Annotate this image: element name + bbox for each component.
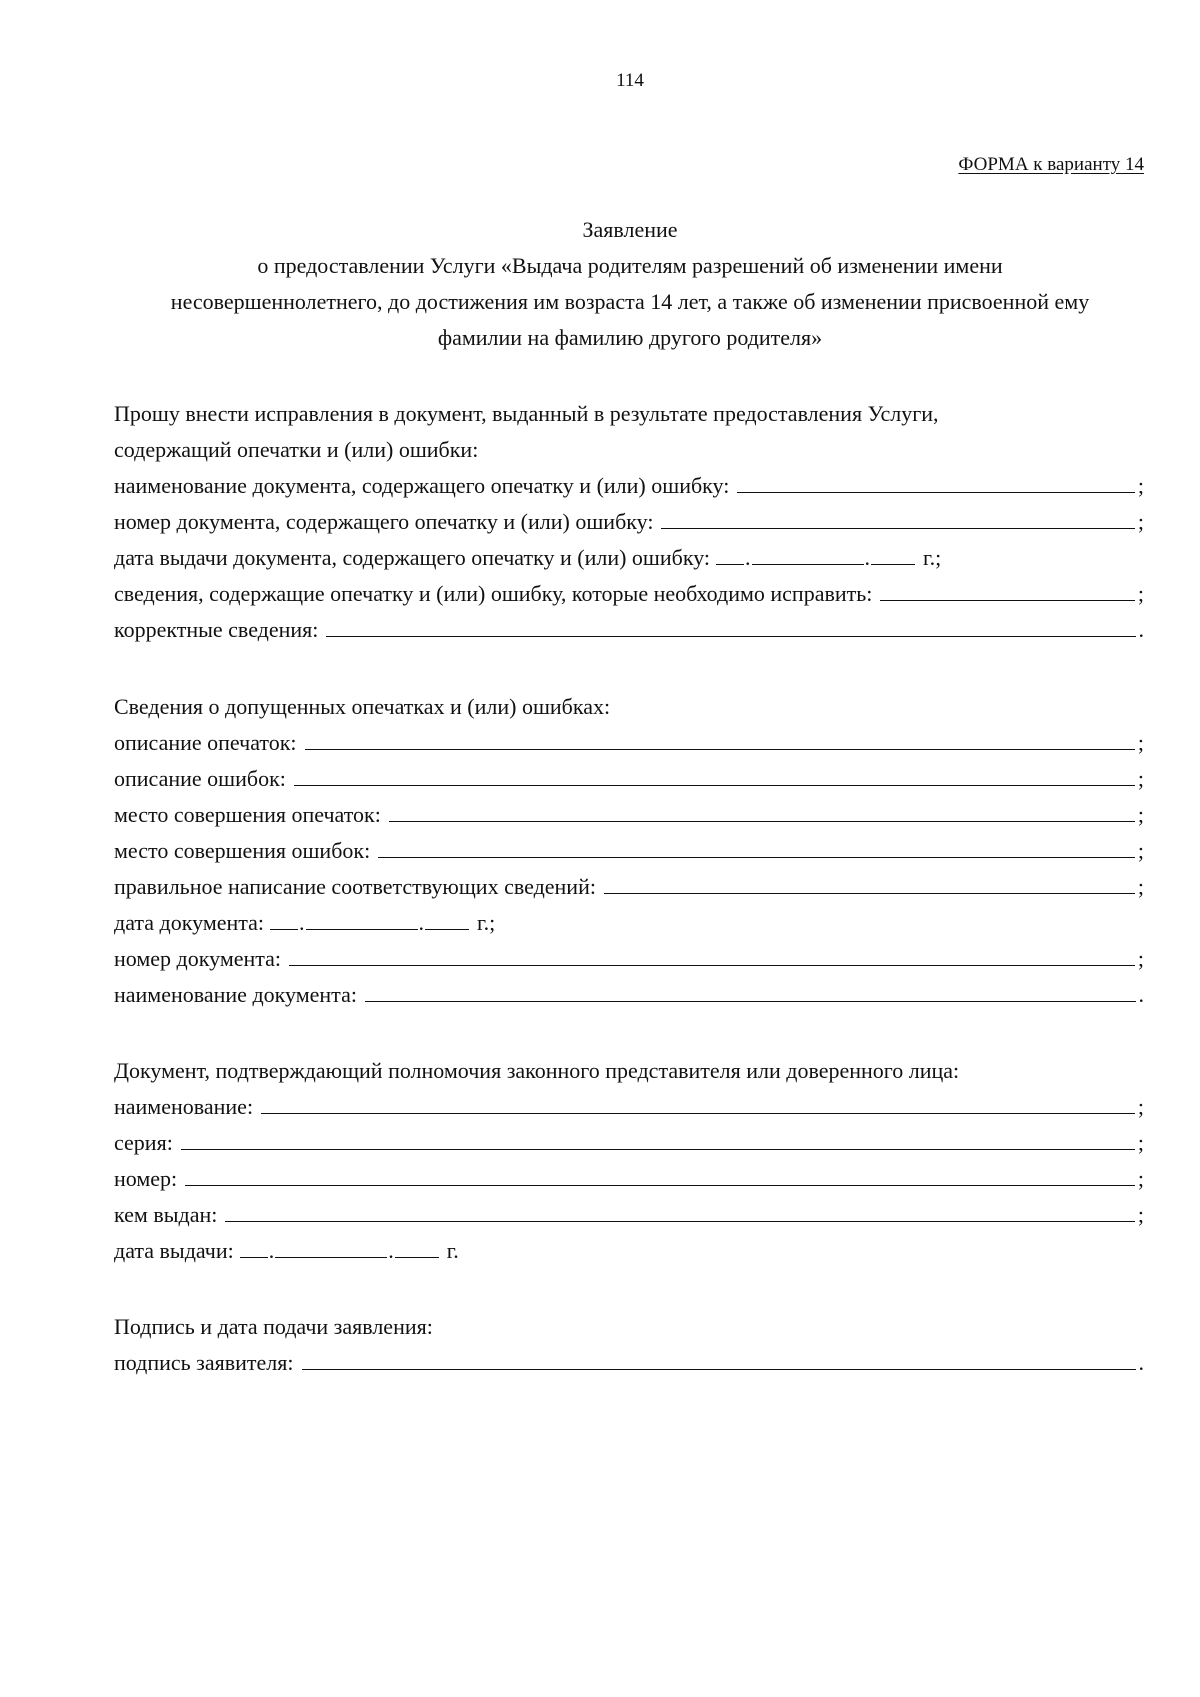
- field-label: дата документа:: [114, 910, 265, 935]
- signature-field[interactable]: [302, 1347, 1136, 1370]
- field-end: ;: [1137, 1094, 1144, 1119]
- rep-issue-date-row: дата выдачи: . . г.: [114, 1233, 1144, 1269]
- error-description-field[interactable]: [294, 763, 1135, 786]
- section-heading: Документ, подтверждающий полномочия законного представителя или доверенного лица:: [114, 1058, 960, 1083]
- typo-place-field[interactable]: [389, 799, 1135, 822]
- section-representative-document: [114, 1053, 1144, 1269]
- field-end: .: [1138, 982, 1144, 1007]
- year-suffix: г.: [446, 1238, 459, 1263]
- field-label: номер документа:: [114, 946, 282, 971]
- section-heading: Сведения о допущенных опечатках и (или) ошибках:: [114, 694, 611, 719]
- typo-place-row: [114, 797, 1144, 833]
- rep-issued-by-row: [114, 1197, 1144, 1233]
- month-field[interactable]: [752, 542, 864, 565]
- year-suffix: г.;: [477, 910, 496, 935]
- field-end: ;: [1137, 581, 1144, 606]
- field-end: ;: [1137, 946, 1144, 971]
- field-label: правильное написание соответствующих сведений:: [114, 874, 596, 899]
- correct-spelling-field[interactable]: [604, 871, 1135, 894]
- doc-number-row: [114, 504, 1144, 540]
- signature-row: [114, 1345, 1144, 1381]
- doc-date-row: дата документа: . . г.;: [114, 905, 1144, 941]
- rep-series-row: [114, 1125, 1144, 1161]
- day-field[interactable]: [270, 907, 298, 930]
- section-correction-request: [114, 396, 1144, 648]
- title-line-3: несовершеннолетнего, до достижения им возраста 14 лет, а также об изменении присвоенной ему: [170, 289, 1090, 314]
- erroneous-info-row: [114, 576, 1144, 612]
- field-label: подпись заявителя:: [114, 1350, 294, 1375]
- year-field[interactable]: [395, 1235, 439, 1258]
- section-heading: Подпись и дата подачи заявления:: [114, 1314, 433, 1339]
- doc-name-row: [114, 977, 1144, 1013]
- field-end: ;: [1137, 1130, 1144, 1155]
- year-field[interactable]: [871, 542, 915, 565]
- field-label: описание опечаток:: [114, 730, 297, 755]
- field-label: наименование:: [114, 1094, 254, 1119]
- field-end: ;: [1137, 1166, 1144, 1191]
- field-label: место совершения ошибок:: [114, 838, 371, 863]
- year-field[interactable]: [425, 907, 469, 930]
- typo-description-row: [114, 725, 1144, 761]
- section-heading-continued: содержащий опечатки и (или) ошибки:: [114, 437, 479, 462]
- field-end: ;: [1137, 766, 1144, 791]
- field-label: описание ошибок:: [114, 766, 286, 791]
- month-field[interactable]: [275, 1235, 387, 1258]
- doc-name-row: [114, 468, 1144, 504]
- correct-spelling-row: [114, 869, 1144, 905]
- field-end: ;: [1137, 730, 1144, 755]
- field-label: наименование документа, содержащего опечатку и (или) ошибку:: [114, 473, 730, 498]
- field-end: ;: [1137, 1202, 1144, 1227]
- correct-info-row: [114, 612, 1144, 648]
- title-line-4: фамилии на фамилию другого родителя»: [437, 325, 823, 350]
- section-signature: [114, 1309, 1144, 1381]
- error-place-row: [114, 833, 1144, 869]
- field-end: .: [1138, 617, 1144, 642]
- day-field[interactable]: [716, 542, 744, 565]
- field-label: номер:: [114, 1166, 178, 1191]
- field-end: ;: [1137, 802, 1144, 827]
- page-number: 114: [616, 70, 644, 91]
- doc-number-field[interactable]: [661, 506, 1134, 529]
- field-label: серия:: [114, 1130, 173, 1155]
- day-field[interactable]: [240, 1235, 268, 1258]
- error-place-field[interactable]: [378, 835, 1135, 858]
- correct-info-field[interactable]: [326, 614, 1135, 637]
- field-label: наименование документа:: [114, 982, 357, 1007]
- doc-name-field[interactable]: [737, 470, 1135, 493]
- rep-issued-by-field[interactable]: [225, 1199, 1135, 1222]
- erroneous-info-field[interactable]: [880, 578, 1134, 601]
- field-end: .: [1138, 1350, 1144, 1375]
- rep-series-field[interactable]: [181, 1127, 1135, 1150]
- rep-number-field[interactable]: [185, 1163, 1135, 1186]
- form-reference: ФОРМА к варианту 14: [958, 154, 1144, 175]
- field-end: ;: [1137, 838, 1144, 863]
- field-label: дата выдачи:: [114, 1238, 234, 1263]
- rep-number-row: [114, 1161, 1144, 1197]
- issue-date-row: дата выдачи документа, содержащего опечатку и (или) ошибку: . . г.;: [114, 540, 1144, 576]
- doc-name-field[interactable]: [365, 979, 1136, 1002]
- rep-name-field[interactable]: [261, 1091, 1135, 1114]
- section-heading: Прошу внести исправления в документ, выданный в результате предоставления Услуги,: [114, 401, 939, 426]
- title-line-2: о предоставлении Услуги «Выдача родителям разрешений об изменении имени: [257, 253, 1003, 278]
- document-title: [100, 212, 1160, 356]
- year-suffix: г.;: [923, 545, 942, 570]
- field-label: сведения, содержащие опечатку и (или) ошибку, которые необходимо исправить:: [114, 581, 873, 606]
- field-label: место совершения опечаток:: [114, 802, 381, 827]
- field-end: ;: [1137, 509, 1144, 534]
- field-label: кем выдан:: [114, 1202, 218, 1227]
- field-label: номер документа, содержащего опечатку и (или) ошибку:: [114, 509, 654, 534]
- section-error-details: [114, 689, 1144, 1013]
- doc-number-row: [114, 941, 1144, 977]
- field-label: корректные сведения:: [114, 617, 319, 642]
- field-end: ;: [1137, 874, 1144, 899]
- error-description-row: [114, 761, 1144, 797]
- month-field[interactable]: [306, 907, 418, 930]
- title-line-1: Заявление: [582, 217, 678, 242]
- typo-description-field[interactable]: [305, 727, 1135, 750]
- rep-name-row: [114, 1089, 1144, 1125]
- field-label: дата выдачи документа, содержащего опечатку и (или) ошибку:: [114, 545, 711, 570]
- doc-number-field[interactable]: [289, 943, 1135, 966]
- field-end: ;: [1137, 473, 1144, 498]
